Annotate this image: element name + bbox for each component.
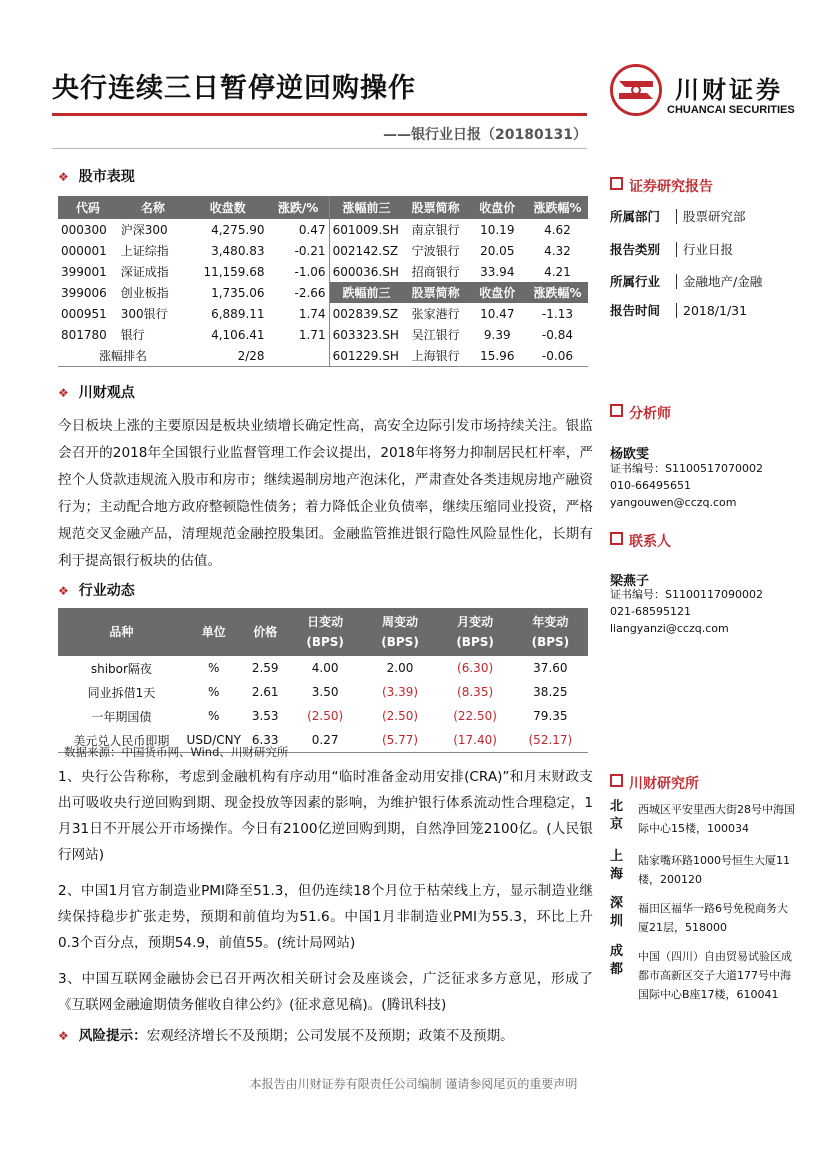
square-bullet-icon [610,532,623,545]
col-unit: 单位 [185,608,243,656]
table-row: 000300 沪深300 4,275.90 0.47 601009.SH 南京银行 10.19 4.62 [58,219,588,240]
page-title: 央行连续三日暂停逆回购操作 [52,73,416,104]
col-top-gainers: 涨幅前三 [329,196,403,219]
industry-table [58,608,588,753]
title-rule [52,113,587,116]
contact-name: 梁燕子 [610,574,650,589]
col-day-change: 日变动 (BPS) [288,608,363,656]
col-change: 涨跌/% [268,196,330,219]
col-code: 代码 [58,196,118,219]
table-row: 美元兑人民币即期 USD/CNY 6.33 0.27 (5.77) (17.40) (52.17) [58,728,588,753]
news-item: 2、中国1月官方制造业PMI降至51.3，但仍连续18个月位于枯荣线上方，显示制造业继续保持稳步扩张走势，预期和前值均为51.6。中国1月非制造业PMI为55.3，环比上升0.3个百分点，预期54.9，前值55。(统计局网站) [58,883,593,951]
col-week-change: 周变动 (BPS) [363,608,438,656]
company-name-cn: 川财证券 [675,76,783,104]
info-industry: 所属行业 金融地产/金融 [610,274,763,289]
col-month-change: 月变动 (BPS) [437,608,512,656]
company-name-en: CHUANCAI SECURITIES [667,104,795,116]
news-item: 1、央行公告称称，考虑到金融机构有序动用“临时准备金动用安排(CRA)”和月末财政支出可吸收央行逆回购到期、现金投放等因素的影响，为维护银行体系流动性合理稳定，1月31日不开展公开市场操作。今日有2100亿逆回购到期，自然净回笼2100亿。(人民银行网站) [58,769,593,863]
table-row: 801780 银行 4,106.41 1.71 603323.SH 吴江银行 9.39 -0.84 [58,324,588,345]
view-heading: ❖ 川财观点 [58,385,135,401]
info-department: 所属部门 股票研究部 [610,209,746,224]
square-bullet-icon [610,774,623,787]
view-paragraph: 今日板块上涨的主要原因是板块业绩增长确定性高，高安全边际引发市场持续关注。银监会召开的2018年全国银行业监督管理工作会议提出，2018年将努力抑制居民杠杆率，严控个人贷款违规流入股市和房市；继续遏制房地产泡沫化，严肃查处各类违规房地产融资行为；主动配合地方政府整顿隐性债务；着力降低企业负债率，继续压缩同业投资，严格规范交叉金融产品，清理规范金融控股集团。金融监管推进银行隐性风险显性化，长期有利于提高银行板块的估值。 [58,418,593,569]
report-subtitle: ——银行业日报（20180131） [383,127,587,143]
analyst-heading: 分析师 [610,403,671,423]
market-table [58,196,588,367]
table-row: 399001 深证成指 11,159.68 -1.06 600036.SH 招商银行 33.94 4.21 [58,261,588,282]
table-row: 一年期国债 % 3.53 (2.50) (2.50) (22.50) 79.35 [91,709,568,724]
office-address: 福田区福华一路6号免税商务大厦21层，518000 [638,902,788,934]
analyst-name: 杨欧雯 [610,447,650,462]
analyst-email[interactable]: yangouwen@cczq.com [610,496,737,509]
contact-details: 证书编号：S1100117090002 021-68595121 liangyanzi@cczq.com [610,588,763,635]
info-category: 报告类别 行业日报 [610,242,734,257]
office-city: 成都 [610,944,624,977]
table-row: 000951 300银行 6,889.11 1.74 002839.SZ 张家港行 10.47 -1.13 [58,303,588,324]
col-price: 收盘价 [468,196,527,219]
industry-heading: ❖ 行业动态 [58,583,135,599]
data-source: 数据来源：中国货币网、Wind、川财研究所 [64,745,289,759]
col-price: 价格 [243,608,288,656]
news-item: 3、中国互联网金融协会已召开两次相关研讨会及座谈会，广泛征求多方意见，形成了《互联网金融逾期债务催收自律公约》(征求意见稿)。(腾讯科技) [58,971,593,1013]
office-city: 北京 [610,799,624,832]
market-heading: ❖ 股市表现 [58,169,135,185]
company-logo-icon [610,64,662,116]
col-variety: 品种 [58,608,185,656]
contact-heading: 联系人 [610,531,671,551]
table-row: 000001 上证综指 3,480.83 -0.21 002142.SZ 宁波银行 20.05 4.32 [58,240,588,261]
col-close: 收盘数 [188,196,268,219]
table-row: 涨幅排名 2/28 601229.SH 上海银行 15.96 -0.06 [58,345,588,367]
table-row: 399006 创业板指 1,735.06 -2.66 跌幅前三 股票简称 收盘价 涨跌幅% [58,282,588,303]
office-city: 深圳 [610,896,624,929]
institute-heading: 川财研究所 [610,773,699,793]
table-row: shibor隔夜 % 2.59 4.00 2.00 (6.30) 37.60 [90,661,568,676]
office-address: 西城区平安里西大街28号中海国际中心15楼，100034 [638,803,795,835]
risk-warning: ❖ 风险提示：宏观经济增长不及预期；公司发展不及预期；政策不及预期。 [58,1028,514,1044]
diamond-bullet-icon: ❖ [58,170,69,184]
col-stock-name: 股票简称 [404,196,468,219]
analyst-details: 证书编号：S1100517070002 010-66495651 yangouwen@cczq.com [610,462,763,509]
subtitle-rule [52,148,587,149]
office-city: 上海 [610,849,624,882]
diamond-bullet-icon: ❖ [58,386,69,400]
contact-email[interactable]: liangyanzi@cczq.com [610,622,729,635]
office-address: 陆家嘴环路1000号恒生大厦11楼，200120 [638,854,790,886]
col-name: 名称 [118,196,188,219]
report-heading: 证券研究报告 [610,176,713,196]
office-address: 中国（四川）自由贸易试验区成都市高新区交子大道177号中海国际中心B座17楼，610041 [638,950,792,1001]
col-year-change: 年变动 (BPS) [513,608,588,656]
col-pct: 涨跌幅% [527,196,588,219]
footer-disclaimer: 本报告由川财证券有限责任公司编制 谨请参阅尾页的重要声明 [249,1077,578,1091]
table-row: 同业拆借1天 % 2.61 3.50 (3.39) (8.35) 38.25 [87,685,568,700]
square-bullet-icon [610,177,623,190]
diamond-bullet-icon: ❖ [58,584,69,598]
diamond-bullet-icon: ❖ [58,1029,69,1043]
info-date: 报告时间 2018/1/31 [610,303,748,318]
square-bullet-icon [610,404,623,417]
